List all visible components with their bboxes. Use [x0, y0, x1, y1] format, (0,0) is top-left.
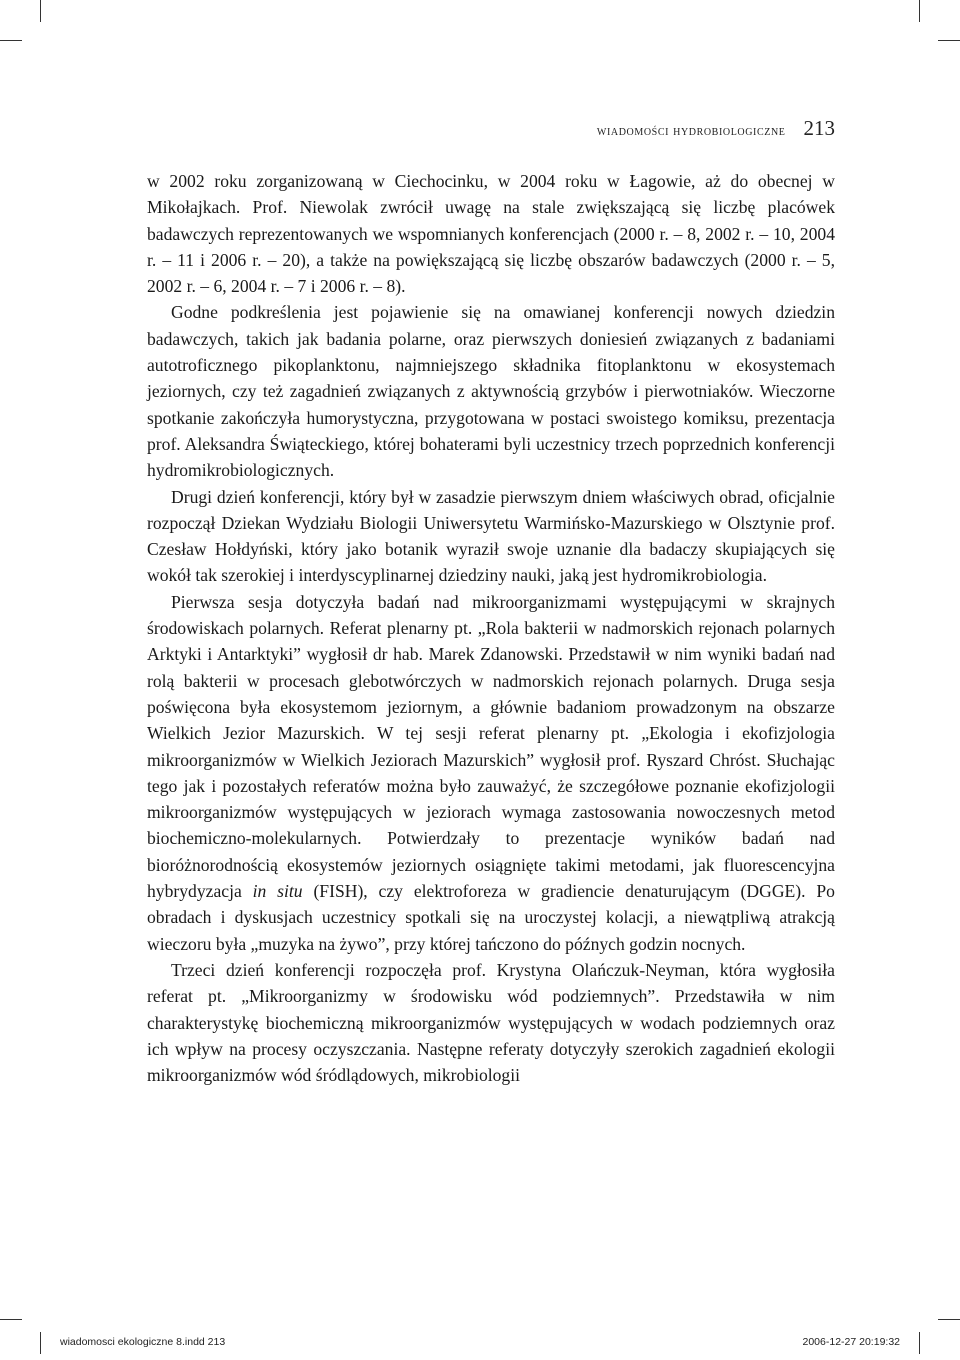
body-text — [147, 168, 835, 1088]
crop-mark — [938, 40, 960, 41]
paragraph: Godne podkreślenia jest pojawienie się na omawianej konferencji nowych dziedzin badawczych, takich jak badania polarne, oraz pierwszych doniesień związanych z badaniami autotroficznego pikoplanktonu, najmniejszego składnika fitoplanktonu w ekosystemach jeziornych, czy też zagadnień związanych z aktywnością grzybów i pierwotniaków. Wieczorne spotkanie zakończyła humorystyczna, przygotowana w postaci swoistego komiksu, prezentacja prof. Aleksandra Świąteckiego, której bohaterami byli uczestnicy trzech poprzednich konferencji hydromikrobiologicznych. — [147, 302, 835, 481]
crop-mark — [0, 40, 22, 41]
paragraph: Pierwsza sesja dotyczyła badań nad mikroorganizmami występującymi w skrajnych środowiskach polarnych. Referat plenarny pt. „Rola bakterii w nadmorskich rejonach polarnych Arktyki i Antarktyki” wygłosił dr hab. Marek Zdanowski. Przedstawił w nim wyniki badań nad rolą bakterii w procesach glebotwórczych w nadmorskich rejonach polarnych. Druga sesja poświęcona była ekosystemom jeziornym, a głównie badaniom prowadzonym na obszarze Wielkich Jezior Mazurskich. W tej sesji referat plenarny pt. „Ekologia i ekofizjologia mikroorganizmów w Wielkich Jeziorach Mazurskich” wygłosił prof. Ryszard Chróst. Słuchając tego jak i pozostałych referatów można było zauważyć, że szczegółowe poznanie ekofizjologii mikroorganizmów występujących w jeziorach wymaga zastosowania nowoczesnych metod biochemiczno-molekularnych. Potwierdzały to prezentacje wyników badań nad bioróżnorodnością ekosystemów jeziornych osiągnięte takimi metodami, jak fluorescencyjna hybrydyzacja in situ (FISH), czy elektroforeza w gradiencie denaturującym (DGGE). Po obradach i dyskusjach uczestnicy spotkali się na uroczystej kolacji, a niewątpliwą atrakcją wieczoru była „muzyka na żywo”, przy której tańczono do późnych godzin nocnych. — [147, 591, 835, 954]
slug-timestamp: 2006-12-27 20:19:32 — [802, 1336, 900, 1348]
italic-term: in situ — [252, 881, 303, 902]
print-slug — [0, 1332, 960, 1350]
crop-mark — [919, 0, 920, 22]
slug-rule — [919, 1332, 920, 1354]
running-head — [147, 116, 835, 141]
crop-mark — [0, 1319, 22, 1320]
running-title: wiadomości hydrobiologiczne — [596, 124, 786, 139]
slug-rule — [40, 1332, 41, 1354]
crop-mark — [938, 1319, 960, 1320]
paragraph: Trzeci dzień konferencji rozpoczęła prof. Krystyna Olańczuk-Neyman, która wygłosiła referat pt. „Mikroorganizmy w środowisku wód podziemnych”. Przedstawiła w nim charakterystykę biochemiczną mikroorganizmów występujących w wodach podziemnych oraz ich wpływ na procesy oczyszczania. Następne referaty dotyczyły szerokich zagadnień ekologii mikroorganizmów wód śródlądowych, mikrobiologii — [147, 959, 835, 1086]
paragraph: Drugi dzień konferencji, który był w zasadzie pierwszym dniem właściwych obrad, oficjalnie rozpoczął Dziekan Wydziału Biologii Uniwersytetu Warmińsko-Mazurskiego w Olsztynie prof. Czesław Hołdyński, który jako botanik wyraził swoje uznanie dla badaczy skupiających się wokół tak szerokiej i interdyscyplinarnej dziedziny nauki, jaką jest hydromikrobiologia. — [147, 486, 835, 586]
slug-file-info: wiadomosci ekologiczne 8.indd 213 — [60, 1336, 226, 1348]
page-number: 213 — [803, 116, 835, 140]
crop-mark — [40, 0, 41, 22]
paragraph: w 2002 roku zorganizowaną w Ciechocinku, w 2004 roku w Łagowie, aż do obecnej w Mikołajkach. Prof. Niewolak zwrócił uwagę na stale zwiększającą się liczbę placówek badawczych reprezentowanych we wspomnianych konferencjach (2000 r. – 8, 2002 r. – 10, 2004 r. – 11 i 2006 r. – 20), a także na powiększającą się liczbę obszarów badawczych (2000 r. – 5, 2002 r. – 6, 2004 r. – 7 i 2006 r. – 8). — [147, 171, 835, 297]
